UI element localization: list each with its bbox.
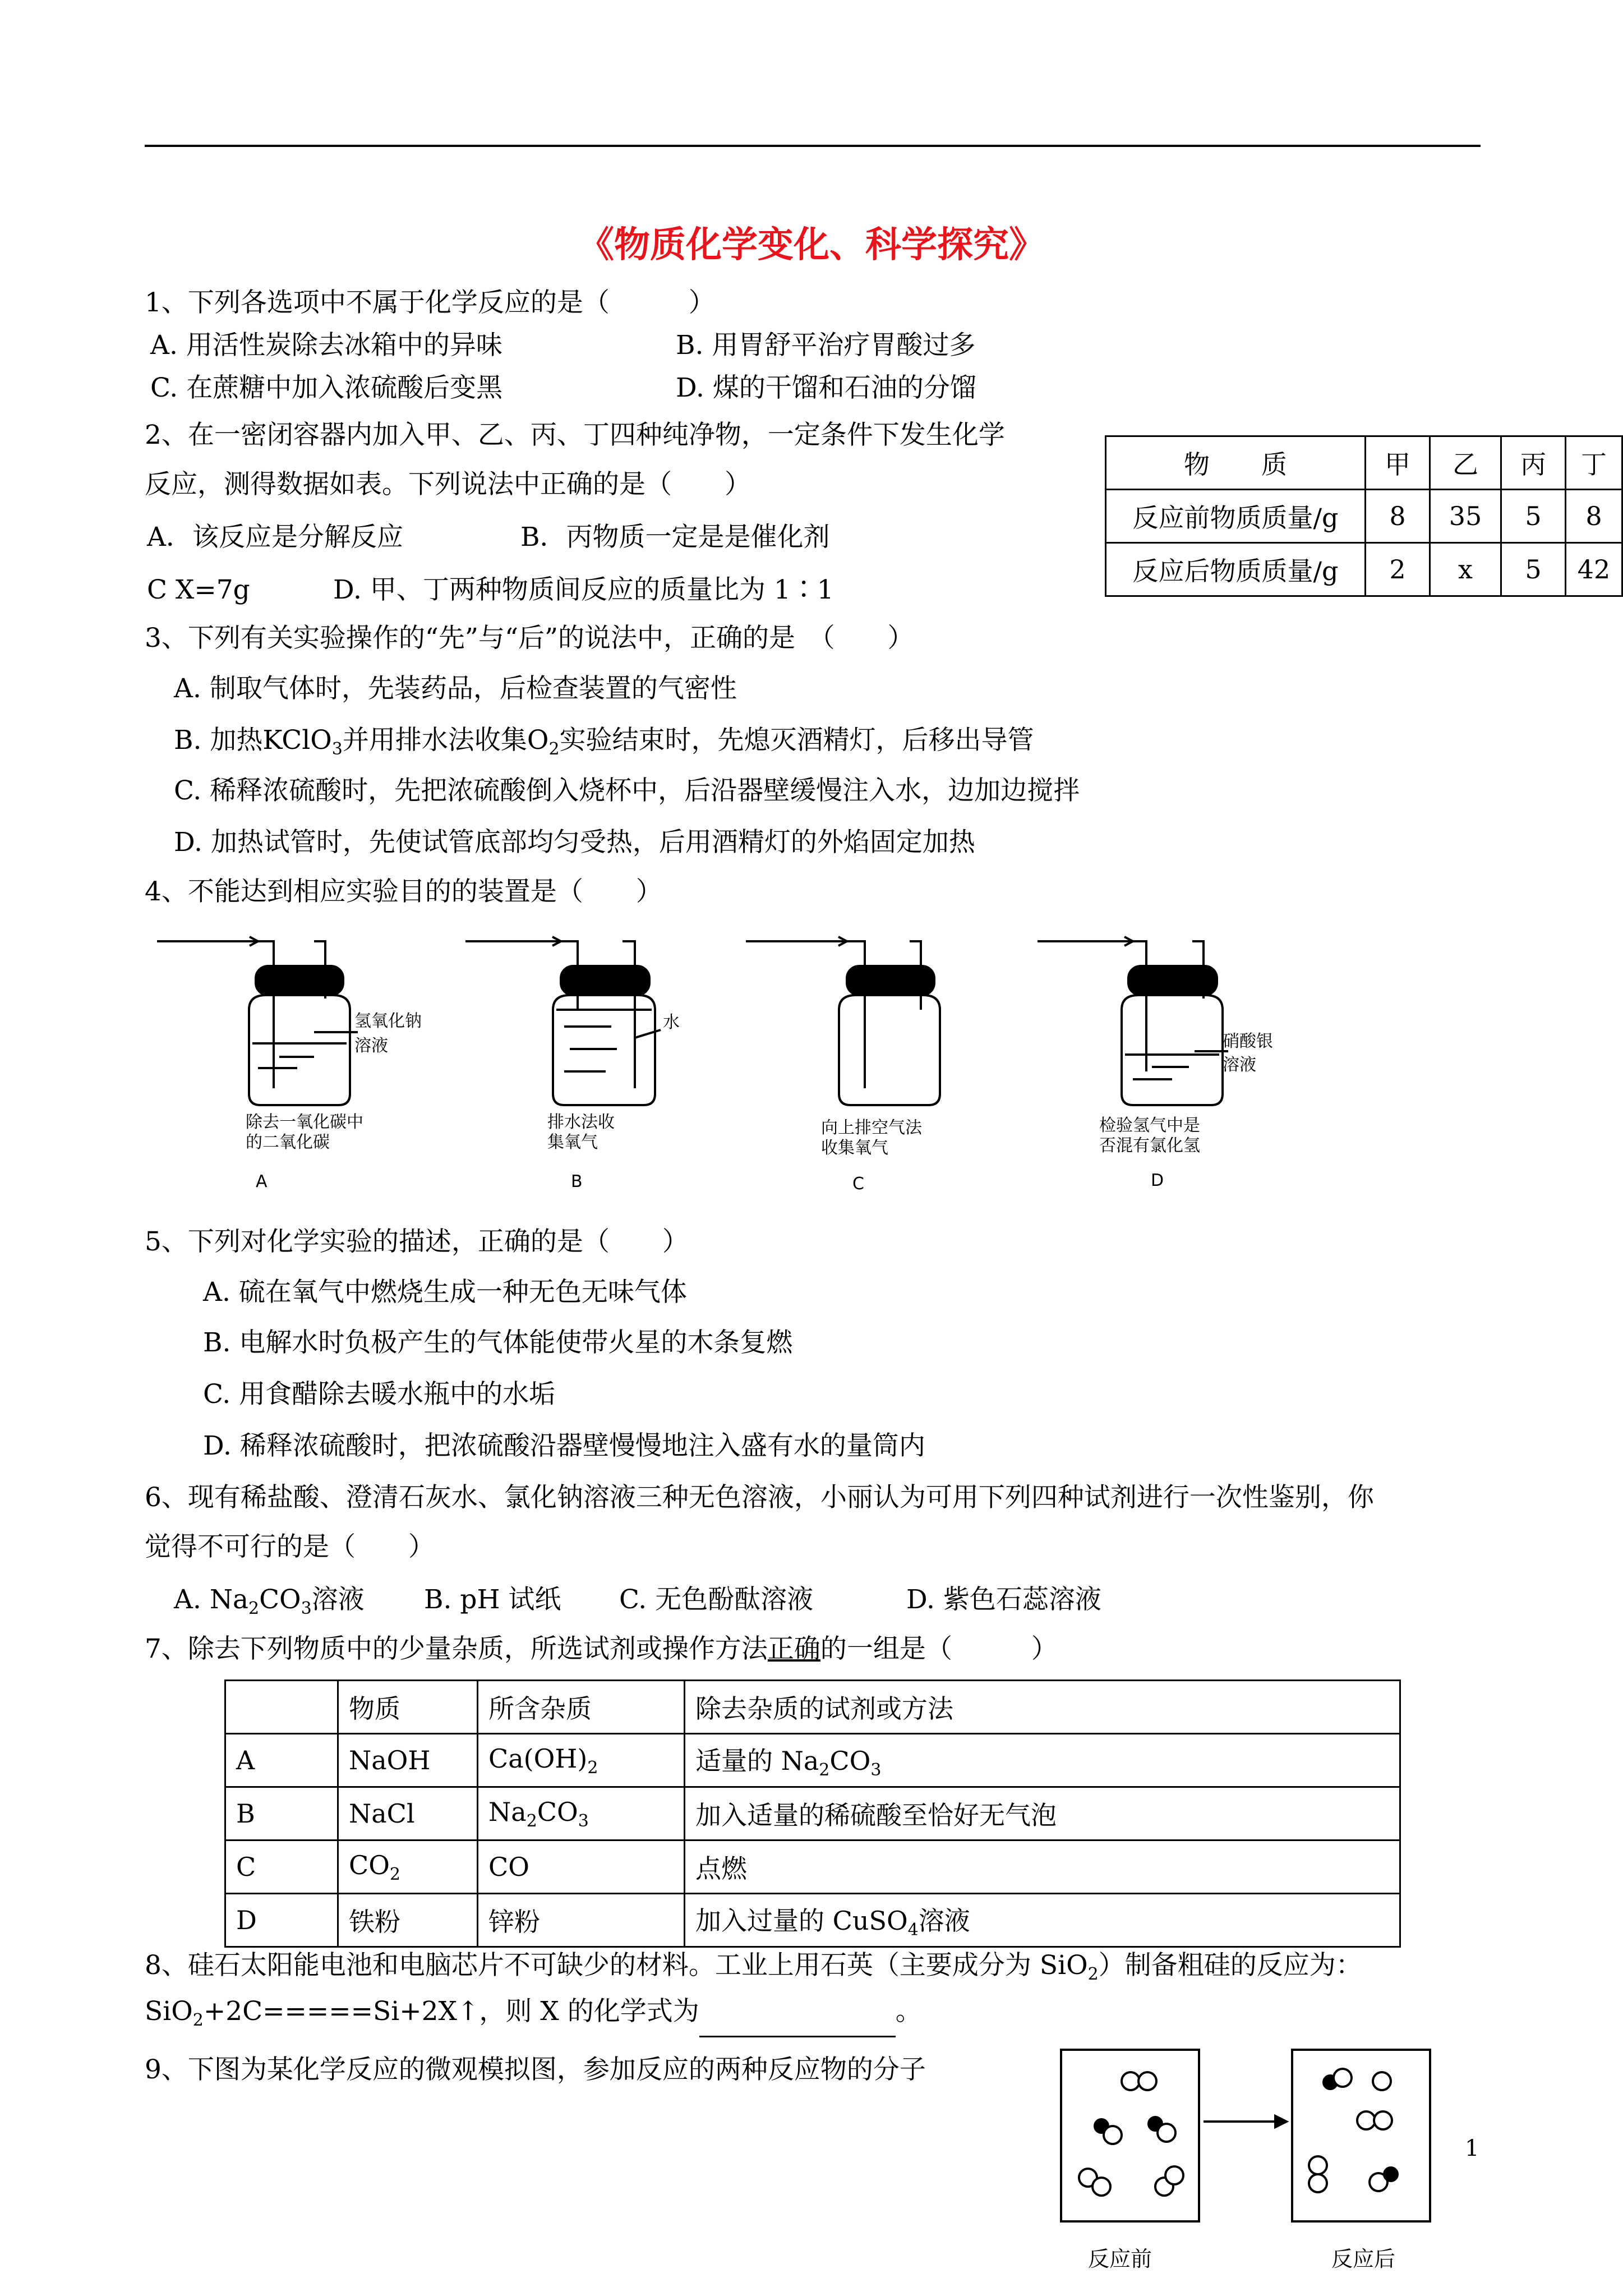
apparatus-a bbox=[157, 937, 358, 1105]
outlet-tube bbox=[623, 941, 635, 1088]
q6-option-a: A. $Na_2CO_3$溶液 bbox=[174, 1584, 365, 1618]
q2-cell: 5 bbox=[1501, 490, 1566, 543]
b-caption: 集氧气 bbox=[547, 1133, 598, 1152]
q2-cell: 35 bbox=[1430, 490, 1501, 543]
d-reagent-label: 溶液 bbox=[1223, 1055, 1256, 1075]
after-label: 反应后 bbox=[1331, 2247, 1396, 2271]
q2-th-ding: 丁 bbox=[1566, 436, 1622, 490]
q7-cell: 加入过量的 CuSO$_4$溶液 bbox=[685, 1894, 1400, 1947]
q7-th: 所含杂质 bbox=[478, 1681, 685, 1734]
apparatus-d bbox=[1038, 937, 1228, 1105]
apparatus-b bbox=[465, 937, 661, 1105]
q2-row-before-label: 反应前物质质量/g bbox=[1106, 490, 1366, 543]
q1-option-d: D. 煤的干馏和石油的分馏 bbox=[676, 372, 976, 403]
q2-th-jia: 甲 bbox=[1366, 436, 1430, 490]
atom bbox=[1357, 2111, 1375, 2129]
q2-cell: 8 bbox=[1366, 490, 1430, 543]
page-number: 1 bbox=[1465, 2136, 1479, 2161]
q7-cell: $Na_2CO_3$ bbox=[478, 1787, 685, 1841]
c-caption: 收集氧气 bbox=[821, 1138, 888, 1158]
stopper bbox=[561, 966, 649, 995]
atom bbox=[1122, 2072, 1140, 2090]
q7-cell: 点燃 bbox=[685, 1841, 1400, 1894]
q3-option-c: C. 稀释浓硫酸时，先把浓硫酸倒入烧杯中，后沿器壁缓慢注入水，边加边搅拌 bbox=[174, 775, 1080, 806]
q2-option-b: B．丙物质一定是是催化剂 bbox=[520, 522, 830, 553]
q2-cell: 2 bbox=[1366, 543, 1430, 596]
atom bbox=[1138, 2072, 1156, 2090]
q4-stem: 4、不能达到相应实验目的的装置是（ ） bbox=[145, 876, 662, 907]
atom bbox=[1384, 2168, 1398, 2181]
a-caption: 除去一氧化碳中 bbox=[246, 1112, 363, 1132]
q7-cell: 加入适量的稀硫酸至恰好无气泡 bbox=[685, 1787, 1400, 1841]
q7-cell: CO bbox=[478, 1841, 685, 1894]
q2-cell: 8 bbox=[1566, 490, 1622, 543]
stopper bbox=[256, 966, 343, 995]
q7-cell: 铁粉 bbox=[338, 1894, 478, 1947]
stopper bbox=[1128, 966, 1217, 995]
q7-cell: 适量的 $Na_2CO_3$ bbox=[685, 1734, 1400, 1787]
q2-row-after-label: 反应后物质质量/g bbox=[1106, 543, 1366, 596]
atom bbox=[1373, 2072, 1391, 2090]
inlet-tube bbox=[1133, 941, 1146, 1071]
q6-stem-2: 觉得不可行的是（ ） bbox=[145, 1531, 435, 1562]
q2-th-yi: 乙 bbox=[1430, 436, 1501, 490]
label-leader bbox=[635, 1030, 661, 1038]
atom bbox=[1334, 2069, 1352, 2087]
d-caption: 检验氢气中是 bbox=[1099, 1116, 1200, 1135]
b-letter: B bbox=[571, 1172, 583, 1191]
q7-cell: D bbox=[225, 1894, 338, 1947]
q7-th bbox=[225, 1681, 338, 1734]
inlet-tube bbox=[847, 941, 865, 1088]
q7-cell: B bbox=[225, 1787, 338, 1841]
q2-option-c: C X=7g bbox=[147, 574, 250, 605]
atom bbox=[1092, 2178, 1110, 2196]
header-rule bbox=[145, 145, 1481, 147]
c-letter: C bbox=[852, 1174, 864, 1194]
bottle bbox=[249, 995, 350, 1105]
a-letter: A bbox=[256, 1172, 268, 1191]
q2-stem-2: 反应，测得数据如表。下列说法中正确的是（ ） bbox=[145, 469, 751, 500]
bottle bbox=[839, 995, 940, 1105]
q7-cell: A bbox=[225, 1734, 338, 1787]
a-reagent-label: 氢氧化钠 bbox=[354, 1011, 422, 1031]
atom bbox=[1374, 2111, 1392, 2129]
q1-option-c: C. 在蔗糖中加入浓硫酸后变黑 bbox=[150, 372, 503, 403]
b-reagent-label: 水 bbox=[663, 1013, 680, 1032]
d-letter: D bbox=[1151, 1171, 1164, 1190]
q7-stem: 7、除去下列物质中的少量杂质，所选试剂或操作方法正确的一组是（ ） bbox=[145, 1634, 1058, 1664]
q2-option-a: A．该反应是分解反应 bbox=[147, 522, 403, 553]
q3-stem: 3、下列有关实验操作的“先”与“后”的说法中，正确的是 （ ） bbox=[145, 623, 914, 654]
d-reagent-label: 硝酸银 bbox=[1223, 1032, 1273, 1051]
q7-cell: NaOH bbox=[338, 1734, 478, 1787]
d-caption: 否混有氯化氢 bbox=[1099, 1136, 1200, 1156]
q1-option-b: B. 用胃舒平治疗胃酸过多 bbox=[676, 330, 976, 361]
q3-option-a: A. 制取气体时，先装药品，后检查装置的气密性 bbox=[174, 673, 737, 704]
q1-option-a: A. 用活性炭除去冰箱中的异味 bbox=[150, 330, 502, 361]
q7-th: 物质 bbox=[338, 1681, 478, 1734]
q7-cell: NaCl bbox=[338, 1787, 478, 1841]
q4-apparatus-figure bbox=[146, 920, 1312, 1212]
before-label: 反应前 bbox=[1088, 2247, 1152, 2271]
stopper bbox=[847, 966, 934, 995]
q6-option-b: B. pH 试纸 bbox=[424, 1584, 561, 1615]
q2-cell: x bbox=[1430, 543, 1501, 596]
q9-molecule-diagram bbox=[1054, 2042, 1492, 2277]
q6-option-c: C. 无色酚酞溶液 bbox=[619, 1584, 814, 1615]
q7-table bbox=[224, 1680, 1401, 1948]
atom bbox=[1158, 2124, 1175, 2142]
q7-cell: 锌粉 bbox=[478, 1894, 685, 1947]
inlet-tube bbox=[258, 941, 274, 1088]
q7-cell: $CO_2$ bbox=[338, 1841, 478, 1894]
b-caption: 排水法收 bbox=[547, 1112, 615, 1132]
q7-cell: $Ca(OH)_2$ bbox=[478, 1734, 685, 1787]
q3-option-d: D. 加热试管时，先使试管底部均匀受热，后用酒精灯的外焰固定加热 bbox=[174, 827, 975, 858]
after-box bbox=[1292, 2050, 1430, 2221]
a-reagent-label: 溶液 bbox=[354, 1036, 388, 1056]
q2-cell: 42 bbox=[1566, 543, 1622, 596]
q5-option-b: B. 电解水时负极产生的气体能使带火星的木条复燃 bbox=[203, 1327, 793, 1358]
page-title: 《物质化学变化、科学探究》 bbox=[578, 224, 1045, 266]
apparatus-c bbox=[746, 937, 940, 1105]
q9-stem: 9、下图为某化学反应的微观模拟图，参加反应的两种反应物的分子 bbox=[145, 2054, 926, 2085]
q7-th: 除去杂质的试剂或方法 bbox=[685, 1681, 1400, 1734]
q8-line-1: 8、硅石太阳能电池和电脑芯片不可缺少的材料。工业上用石英（主要成分为 SiO$_2$）制备粗硅的反应为： bbox=[145, 1950, 1362, 1984]
q2-data-table bbox=[1105, 435, 1623, 597]
answer-blank[interactable] bbox=[699, 2008, 896, 2037]
atom bbox=[1309, 2174, 1327, 2192]
q2-th-bing: 丙 bbox=[1501, 436, 1566, 490]
q5-option-c: C. 用食醋除去暖水瓶中的水垢 bbox=[203, 1379, 556, 1410]
q5-option-a: A. 硫在氧气中燃烧生成一种无色无味气体 bbox=[203, 1277, 687, 1308]
q2-cell: 5 bbox=[1501, 543, 1566, 596]
atom bbox=[1309, 2156, 1327, 2174]
q2-th-substance: 物 质 bbox=[1106, 436, 1366, 490]
atom bbox=[1104, 2126, 1122, 2144]
q2-stem-1: 2、在一密闭容器内加入甲、乙、丙、丁四种纯净物，一定条件下发生化学 bbox=[145, 420, 1005, 450]
q7-cell: C bbox=[225, 1841, 338, 1894]
q5-stem: 5、下列对化学实验的描述，正确的是（ ） bbox=[145, 1226, 689, 1257]
reaction-arrow-head bbox=[1275, 2116, 1287, 2127]
a-caption: 的二氧化碳 bbox=[246, 1133, 330, 1152]
q6-stem-1: 6、现有稀盐酸、澄清石灰水、氯化钠溶液三种无色溶液，小丽认为可用下列四种试剂进行一次性鉴别，你 bbox=[145, 1482, 1374, 1513]
atom bbox=[1165, 2166, 1183, 2184]
c-caption: 向上排空气法 bbox=[821, 1118, 922, 1138]
q1-stem: 1、下列各选项中不属于化学反应的是（ ） bbox=[145, 287, 715, 318]
q5-option-d: D. 稀释浓硫酸时，把浓硫酸沿器壁慢慢地注入盛有水的量筒内 bbox=[203, 1430, 925, 1461]
q6-option-d: D. 紫色石蕊溶液 bbox=[906, 1584, 1101, 1615]
q2-option-d: D. 甲、丁两种物质间反应的质量比为 1∶1 bbox=[333, 574, 834, 605]
q8-line-2: SiO$_2$+2C=====Si+2X↑，则 X 的化学式为 。 bbox=[145, 1995, 922, 2037]
q3-option-b: B. 加热KClO$_3$并用排水法收集$O_2$实验结束时，先熄灭酒精灯，后移出导管 bbox=[174, 725, 1034, 759]
